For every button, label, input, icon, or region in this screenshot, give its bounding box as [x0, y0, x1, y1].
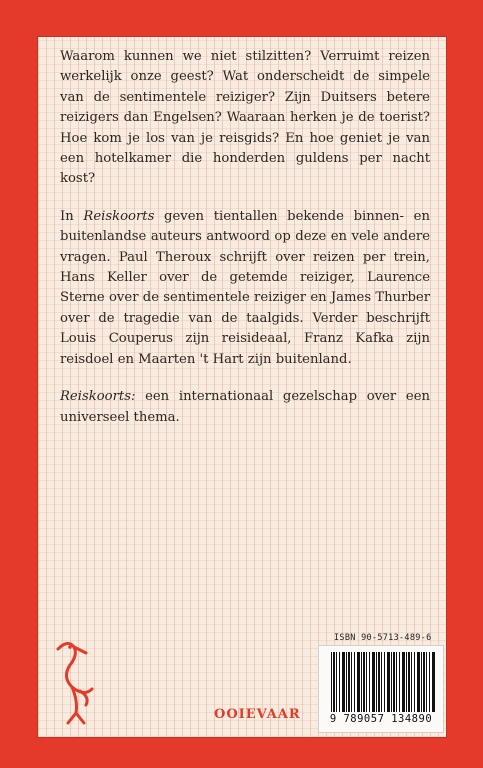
barcode-image — [331, 652, 435, 712]
isbn-label: ISBN 90-5713-489-6 — [334, 633, 432, 643]
stork-icon — [52, 635, 106, 727]
barcode-number: 9 789057 134890 — [329, 713, 433, 725]
blurb-paragraph-2-body: geven tientallen bekende binnen- en buitenlandse auteurs antwoord op deze en vele andere vragen. Paul Theroux schrijft over reizen per trein, Hans Keller over de getemde reiziger, Laurence Sterne over de sentimentele reiziger en James Thurber over de tragedie van de taalgids. Verder beschrijft Louis Couperus zijn reisideaal, Franz Kafka zijn reisdoel en Maarten 't Hart zijn buitenland. — [60, 208, 430, 367]
blurb-text — [60, 47, 430, 445]
cream-text-panel — [37, 36, 447, 738]
blurb-paragraph-2-prefix: In — [60, 208, 84, 224]
book-title-italic: Reiskoorts — [83, 208, 155, 224]
publisher-name: OOIEVAAR — [214, 707, 301, 722]
barcode-box — [318, 645, 444, 733]
blurb-paragraph-2 — [60, 207, 430, 370]
blurb-paragraph-1: Waarom kunnen we niet stilzitten? Verruimt reizen werkelijk onze geest? Wat onderscheidt de simpele van de sentimentele reiziger? Zijn Duitsers betere reizigers dan Engelsen? Waaraan herken je de toerist? Hoe kom je los van je reisgids? En hoe geniet je van een hotelkamer die honderden guldens per nacht kost? — [60, 49, 430, 187]
blurb-paragraph-3-body: een internationaal gezelschap over een universeel thema. — [60, 389, 430, 425]
blurb-paragraph-3 — [60, 387, 430, 428]
book-title-italic-2: Reiskoorts: — [60, 389, 136, 405]
